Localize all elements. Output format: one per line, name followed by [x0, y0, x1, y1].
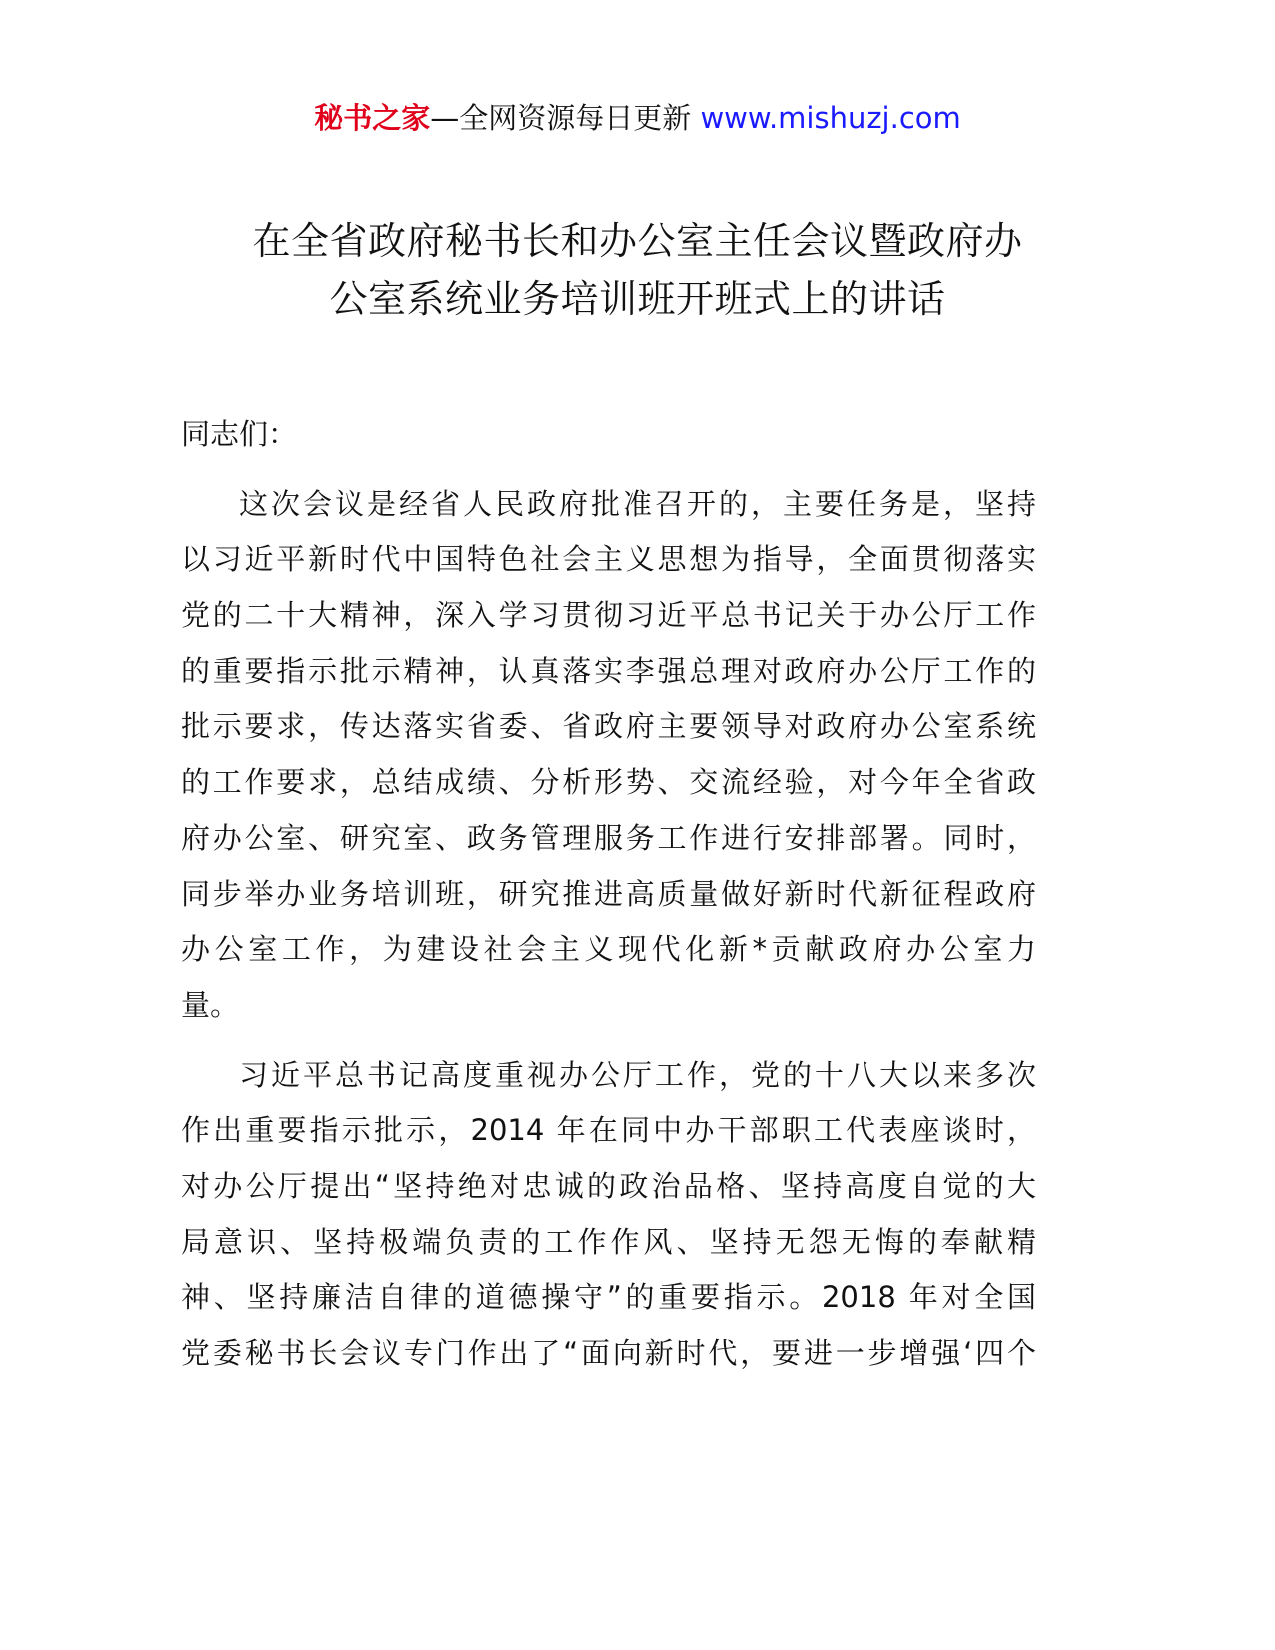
paragraph-line: 党委秘书长会议专门作出了“面向新时代，要进一步增强‘四个	[181, 1336, 1036, 1371]
paragraph-line: 党的二十大精神，深入学习贯彻习近平总书记关于办公厅工作	[181, 598, 1036, 633]
paragraph-line: 神、坚持廉洁自律的道德操守”的重要指示。2018 年对全国	[181, 1280, 1036, 1315]
paragraph-2	[181, 1048, 1036, 1382]
paragraph-line: 这次会议是经省人民政府批准召开的，主要任务是，坚持	[239, 486, 1036, 521]
paragraph-line: 作出重要指示批示，2014 年在同中办干部职工代表座谈时，	[181, 1113, 1036, 1148]
site-url-link[interactable]: www.mishuzj.com	[700, 101, 961, 135]
document-body	[181, 407, 1036, 1396]
brand-name: 秘书之家	[314, 101, 431, 135]
paragraph-line: 以习近平新时代中国特色社会主义思想为指导，全面贯彻落实	[181, 542, 1036, 577]
header-slogan: —全网资源每日更新	[430, 101, 701, 135]
paragraph-line: 同步举办业务培训班，研究推进高质量做好新时代新征程政府	[181, 876, 1036, 911]
paragraph-line: 对办公厅提出“坚持绝对忠诚的政治品格、坚持高度自觉的大	[181, 1168, 1036, 1203]
paragraph-line: 府办公室、研究室、政务管理服务工作进行安排部署。同时，	[181, 820, 1036, 855]
paragraph-1	[181, 477, 1036, 1034]
site-header	[0, 98, 1275, 138]
paragraph-line: 办公室工作，为建设社会主义现代化新*贡献政府办公室力	[181, 932, 1036, 967]
paragraph-line: 批示要求，传达落实省委、省政府主要领导对政府办公室系统	[181, 709, 1036, 744]
document-title	[160, 212, 1115, 328]
paragraph-line: 习近平总书记高度重视办公厅工作，党的十八大以来多次	[239, 1057, 1036, 1092]
salutation: 同志们：	[181, 417, 298, 451]
paragraph-line: 局意识、坚持极端负责的工作作风、坚持无怨无悔的奉献精	[181, 1224, 1036, 1259]
title-line: 公室系统业务培训班开班式上的讲话	[329, 277, 946, 321]
paragraph-line: 量。	[181, 987, 240, 1022]
title-line: 在全省政府秘书长和办公室主任会议暨政府办	[252, 219, 1023, 263]
paragraph-line: 的工作要求，总结成绩、分析形势、交流经验，对今年全省政	[181, 765, 1036, 800]
paragraph-line: 的重要指示批示精神，认真落实李强总理对政府办公厅工作的	[181, 653, 1036, 688]
